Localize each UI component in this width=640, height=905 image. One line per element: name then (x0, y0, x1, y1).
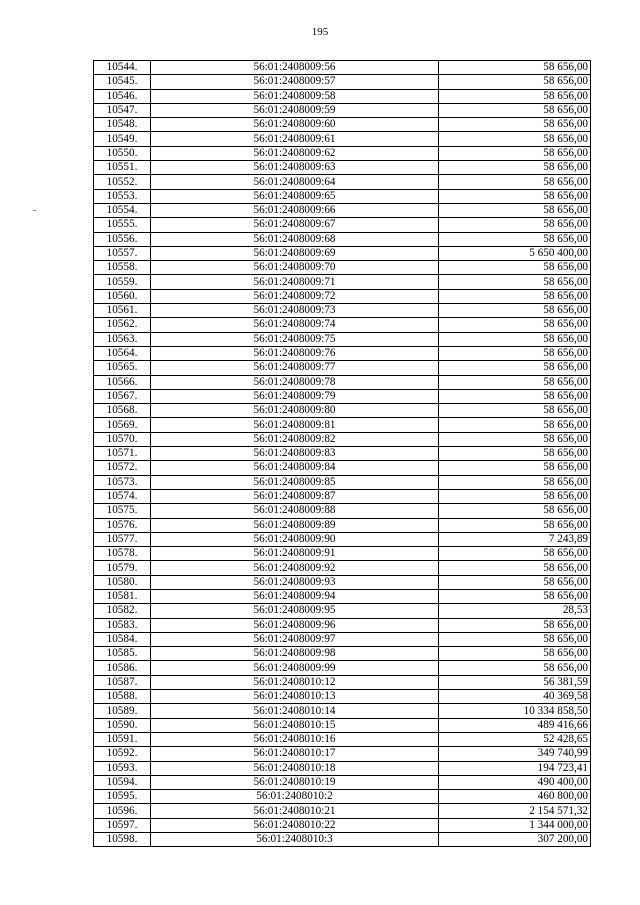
row-number-cell: 10586. (94, 661, 151, 675)
row-number-cell: 10590. (94, 718, 151, 732)
table-row (94, 318, 591, 332)
cadastral-number-cell: 56:01:2408009:93 (151, 575, 439, 589)
cadastral-number-cell: 56:01:2408009:68 (151, 232, 439, 246)
row-number-cell: 10571. (94, 447, 151, 461)
row-number-cell: 10589. (94, 704, 151, 718)
cadastral-value-cell: 58 656,00 (439, 318, 591, 332)
cadastral-value-cell: 58 656,00 (439, 118, 591, 132)
cadastral-number-cell: 56:01:2408009:98 (151, 647, 439, 661)
row-number-cell: 10557. (94, 246, 151, 260)
row-number-cell: 10552. (94, 175, 151, 189)
cadastral-value-cell: 58 656,00 (439, 475, 591, 489)
row-number-cell: 10566. (94, 375, 151, 389)
row-number-cell: 10561. (94, 304, 151, 318)
cadastral-value-cell: 52 428,65 (439, 732, 591, 746)
cadastral-number-cell: 56:01:2408009:65 (151, 189, 439, 203)
row-number-cell: 10584. (94, 632, 151, 646)
table-row (94, 461, 591, 475)
cadastral-number-cell: 56:01:2408009:83 (151, 447, 439, 461)
cadastral-number-cell: 56:01:2408009:73 (151, 304, 439, 318)
cadastral-value-cell: 58 656,00 (439, 361, 591, 375)
table-row (94, 575, 591, 589)
cadastral-value-cell: 7 243,89 (439, 532, 591, 546)
row-number-cell: 10592. (94, 747, 151, 761)
cadastral-value-cell: 58 656,00 (439, 447, 591, 461)
cadastral-number-cell: 56:01:2408009:61 (151, 132, 439, 146)
table-row (94, 175, 591, 189)
cadastral-value-cell: 58 656,00 (439, 146, 591, 160)
cadastral-number-cell: 56:01:2408010:2 (151, 790, 439, 804)
row-number-cell: 10555. (94, 218, 151, 232)
table-row (94, 404, 591, 418)
cadastral-number-cell: 56:01:2408009:62 (151, 146, 439, 160)
cadastral-number-cell: 56:01:2408009:76 (151, 346, 439, 360)
page-number: 195 (311, 26, 329, 38)
cadastral-value-cell: 489 416,66 (439, 718, 591, 732)
cadastral-number-cell: 56:01:2408009:56 (151, 61, 439, 75)
cadastral-value-cell: 58 656,00 (439, 518, 591, 532)
cadastral-value-cell: 58 656,00 (439, 189, 591, 203)
cadastral-value-cell: 58 656,00 (439, 161, 591, 175)
cadastral-value-cell: 58 656,00 (439, 275, 591, 289)
cadastral-number-cell: 56:01:2408009:90 (151, 532, 439, 546)
cadastral-number-cell: 56:01:2408009:95 (151, 604, 439, 618)
cadastral-value-cell: 58 656,00 (439, 346, 591, 360)
cadastral-number-cell: 56:01:2408009:91 (151, 547, 439, 561)
table-row (94, 75, 591, 89)
cadastral-value-cell: 58 656,00 (439, 647, 591, 661)
table-row (94, 375, 591, 389)
table-row (94, 818, 591, 832)
cadastral-number-cell: 56:01:2408009:59 (151, 103, 439, 117)
row-number-cell: 10585. (94, 647, 151, 661)
cadastral-value-cell: 58 656,00 (439, 332, 591, 346)
cadastral-value-cell: 58 656,00 (439, 575, 591, 589)
cadastral-number-cell: 56:01:2408009:89 (151, 518, 439, 532)
cadastral-number-cell: 56:01:2408009:71 (151, 275, 439, 289)
table-row (94, 132, 591, 146)
row-number-cell: 10549. (94, 132, 151, 146)
cadastral-number-cell: 56:01:2408009:64 (151, 175, 439, 189)
row-number-cell: 10570. (94, 432, 151, 446)
row-number-cell: 10593. (94, 761, 151, 775)
cadastral-number-cell: 56:01:2408010:16 (151, 732, 439, 746)
row-number-cell: 10580. (94, 575, 151, 589)
cadastral-value-cell: 58 656,00 (439, 661, 591, 675)
table-row (94, 589, 591, 603)
cadastral-number-cell: 56:01:2408010:17 (151, 747, 439, 761)
table-row (94, 361, 591, 375)
cadastral-value-cell: 58 656,00 (439, 589, 591, 603)
row-number-cell: 10587. (94, 675, 151, 689)
table-row (94, 418, 591, 432)
cadastral-value-cell: 58 656,00 (439, 218, 591, 232)
cadastral-number-cell: 56:01:2408009:80 (151, 404, 439, 418)
table-body (94, 61, 591, 847)
cadastral-number-cell: 56:01:2408010:3 (151, 833, 439, 847)
cadastral-number-cell: 56:01:2408009:67 (151, 218, 439, 232)
cadastral-number-cell: 56:01:2408009:58 (151, 89, 439, 103)
cadastral-number-cell: 56:01:2408009:60 (151, 118, 439, 132)
cadastral-number-cell: 56:01:2408009:69 (151, 246, 439, 260)
cadastral-number-cell: 56:01:2408009:57 (151, 75, 439, 89)
row-number-cell: 10550. (94, 146, 151, 160)
cadastral-number-cell: 56:01:2408009:85 (151, 475, 439, 489)
cadastral-value-cell: 58 656,00 (439, 432, 591, 446)
table-row (94, 346, 591, 360)
row-number-cell: 10595. (94, 790, 151, 804)
cadastral-number-cell: 56:01:2408009:96 (151, 618, 439, 632)
cadastral-value-cell: 40 369,58 (439, 690, 591, 704)
row-number-cell: 10579. (94, 561, 151, 575)
cadastral-number-cell: 56:01:2408009:81 (151, 418, 439, 432)
table-row (94, 775, 591, 789)
cadastral-number-cell: 56:01:2408009:97 (151, 632, 439, 646)
table-row (94, 790, 591, 804)
row-number-cell: 10598. (94, 833, 151, 847)
scan-artifact (33, 210, 36, 211)
table-row (94, 275, 591, 289)
row-number-cell: 10569. (94, 418, 151, 432)
row-number-cell: 10577. (94, 532, 151, 546)
row-number-cell: 10544. (94, 61, 151, 75)
table-row (94, 432, 591, 446)
cadastral-number-cell: 56:01:2408009:94 (151, 589, 439, 603)
row-number-cell: 10567. (94, 389, 151, 403)
cadastral-value-cell: 56 381,59 (439, 675, 591, 689)
table-row (94, 389, 591, 403)
cadastral-value-cell: 1 344 000,00 (439, 818, 591, 832)
table-row (94, 675, 591, 689)
table-row (94, 489, 591, 503)
row-number-cell: 10588. (94, 690, 151, 704)
table-row (94, 475, 591, 489)
table-row (94, 690, 591, 704)
row-number-cell: 10576. (94, 518, 151, 532)
cadastral-number-cell: 56:01:2408009:99 (151, 661, 439, 675)
row-number-cell: 10558. (94, 261, 151, 275)
table-row (94, 232, 591, 246)
row-number-cell: 10596. (94, 804, 151, 818)
cadastral-value-cell: 460 800,00 (439, 790, 591, 804)
cadastral-number-cell: 56:01:2408009:88 (151, 504, 439, 518)
table-row (94, 218, 591, 232)
cadastral-number-cell: 56:01:2408009:77 (151, 361, 439, 375)
table-row (94, 447, 591, 461)
cadastral-number-cell: 56:01:2408009:72 (151, 289, 439, 303)
cadastral-number-cell: 56:01:2408010:13 (151, 690, 439, 704)
row-number-cell: 10548. (94, 118, 151, 132)
cadastral-value-cell: 58 656,00 (439, 89, 591, 103)
row-number-cell: 10591. (94, 732, 151, 746)
table-row (94, 518, 591, 532)
table-row (94, 118, 591, 132)
cadastral-value-cell: 194 723,41 (439, 761, 591, 775)
table-row (94, 261, 591, 275)
cadastral-number-cell: 56:01:2408009:84 (151, 461, 439, 475)
row-number-cell: 10547. (94, 103, 151, 117)
cadastral-value-cell: 490 400,00 (439, 775, 591, 789)
cadastral-number-cell: 56:01:2408009:74 (151, 318, 439, 332)
row-number-cell: 10545. (94, 75, 151, 89)
cadastral-number-cell: 56:01:2408009:63 (151, 161, 439, 175)
table-row (94, 532, 591, 546)
table-row (94, 61, 591, 75)
table-row (94, 332, 591, 346)
table-row (94, 661, 591, 675)
table-row (94, 189, 591, 203)
cadastral-value-cell: 58 656,00 (439, 547, 591, 561)
cadastral-value-cell: 58 656,00 (439, 504, 591, 518)
table-row (94, 289, 591, 303)
cadastral-value-cell: 28,53 (439, 604, 591, 618)
table-row (94, 304, 591, 318)
cadastral-value-cell: 58 656,00 (439, 389, 591, 403)
row-number-cell: 10559. (94, 275, 151, 289)
table-row (94, 547, 591, 561)
cadastral-value-cell: 58 656,00 (439, 561, 591, 575)
table-row (94, 747, 591, 761)
cadastral-number-cell: 56:01:2408009:79 (151, 389, 439, 403)
row-number-cell: 10583. (94, 618, 151, 632)
table-row (94, 161, 591, 175)
cadastral-number-cell: 56:01:2408009:70 (151, 261, 439, 275)
row-number-cell: 10565. (94, 361, 151, 375)
cadastral-value-cell: 58 656,00 (439, 489, 591, 503)
cadastral-value-cell: 5 650 400,00 (439, 246, 591, 260)
cadastral-value-cell: 349 740,99 (439, 747, 591, 761)
table-row (94, 632, 591, 646)
cadastral-value-cell: 58 656,00 (439, 632, 591, 646)
row-number-cell: 10554. (94, 203, 151, 217)
table-row (94, 246, 591, 260)
table-row (94, 804, 591, 818)
cadastral-value-cell: 58 656,00 (439, 289, 591, 303)
row-number-cell: 10574. (94, 489, 151, 503)
table-row (94, 647, 591, 661)
cadastral-value-cell: 58 656,00 (439, 232, 591, 246)
cadastral-value-cell: 58 656,00 (439, 261, 591, 275)
cadastral-value-cell: 58 656,00 (439, 404, 591, 418)
cadastral-value-cell: 58 656,00 (439, 418, 591, 432)
cadastral-value-cell: 58 656,00 (439, 132, 591, 146)
table-row (94, 103, 591, 117)
cadastral-value-cell: 58 656,00 (439, 61, 591, 75)
cadastral-value-cell: 58 656,00 (439, 103, 591, 117)
cadastral-number-cell: 56:01:2408010:18 (151, 761, 439, 775)
row-number-cell: 10564. (94, 346, 151, 360)
row-number-cell: 10597. (94, 818, 151, 832)
cadastral-number-cell: 56:01:2408010:14 (151, 704, 439, 718)
table-row (94, 761, 591, 775)
cadastral-number-cell: 56:01:2408009:78 (151, 375, 439, 389)
table-row (94, 604, 591, 618)
cadastral-number-cell: 56:01:2408010:21 (151, 804, 439, 818)
table-row (94, 618, 591, 632)
cadastral-value-cell: 58 656,00 (439, 175, 591, 189)
cadastral-value-cell: 58 656,00 (439, 203, 591, 217)
table-row (94, 203, 591, 217)
row-number-cell: 10578. (94, 547, 151, 561)
table-row (94, 833, 591, 847)
cadastral-number-cell: 56:01:2408010:19 (151, 775, 439, 789)
row-number-cell: 10573. (94, 475, 151, 489)
cadastral-value-cell: 58 656,00 (439, 461, 591, 475)
cadastral-number-cell: 56:01:2408009:75 (151, 332, 439, 346)
cadastral-value-cell: 10 334 858,50 (439, 704, 591, 718)
cadastral-number-cell: 56:01:2408010:12 (151, 675, 439, 689)
row-number-cell: 10546. (94, 89, 151, 103)
table-row (94, 89, 591, 103)
row-number-cell: 10572. (94, 461, 151, 475)
table-row (94, 732, 591, 746)
table-row (94, 146, 591, 160)
row-number-cell: 10582. (94, 604, 151, 618)
table-row (94, 704, 591, 718)
cadastral-value-cell: 2 154 571,32 (439, 804, 591, 818)
row-number-cell: 10563. (94, 332, 151, 346)
row-number-cell: 10562. (94, 318, 151, 332)
cadastral-value-table (93, 60, 591, 847)
row-number-cell: 10568. (94, 404, 151, 418)
row-number-cell: 10594. (94, 775, 151, 789)
table-row (94, 504, 591, 518)
row-number-cell: 10551. (94, 161, 151, 175)
table-row (94, 561, 591, 575)
cadastral-value-cell: 58 656,00 (439, 304, 591, 318)
cadastral-number-cell: 56:01:2408010:15 (151, 718, 439, 732)
row-number-cell: 10553. (94, 189, 151, 203)
cadastral-value-cell: 58 656,00 (439, 375, 591, 389)
cadastral-number-cell: 56:01:2408010:22 (151, 818, 439, 832)
cadastral-value-cell: 58 656,00 (439, 75, 591, 89)
row-number-cell: 10575. (94, 504, 151, 518)
cadastral-number-cell: 56:01:2408009:66 (151, 203, 439, 217)
cadastral-number-cell: 56:01:2408009:82 (151, 432, 439, 446)
cadastral-number-cell: 56:01:2408009:92 (151, 561, 439, 575)
cadastral-value-cell: 307 200,00 (439, 833, 591, 847)
table-row (94, 718, 591, 732)
row-number-cell: 10581. (94, 589, 151, 603)
row-number-cell: 10556. (94, 232, 151, 246)
cadastral-number-cell: 56:01:2408009:87 (151, 489, 439, 503)
cadastral-value-cell: 58 656,00 (439, 618, 591, 632)
row-number-cell: 10560. (94, 289, 151, 303)
